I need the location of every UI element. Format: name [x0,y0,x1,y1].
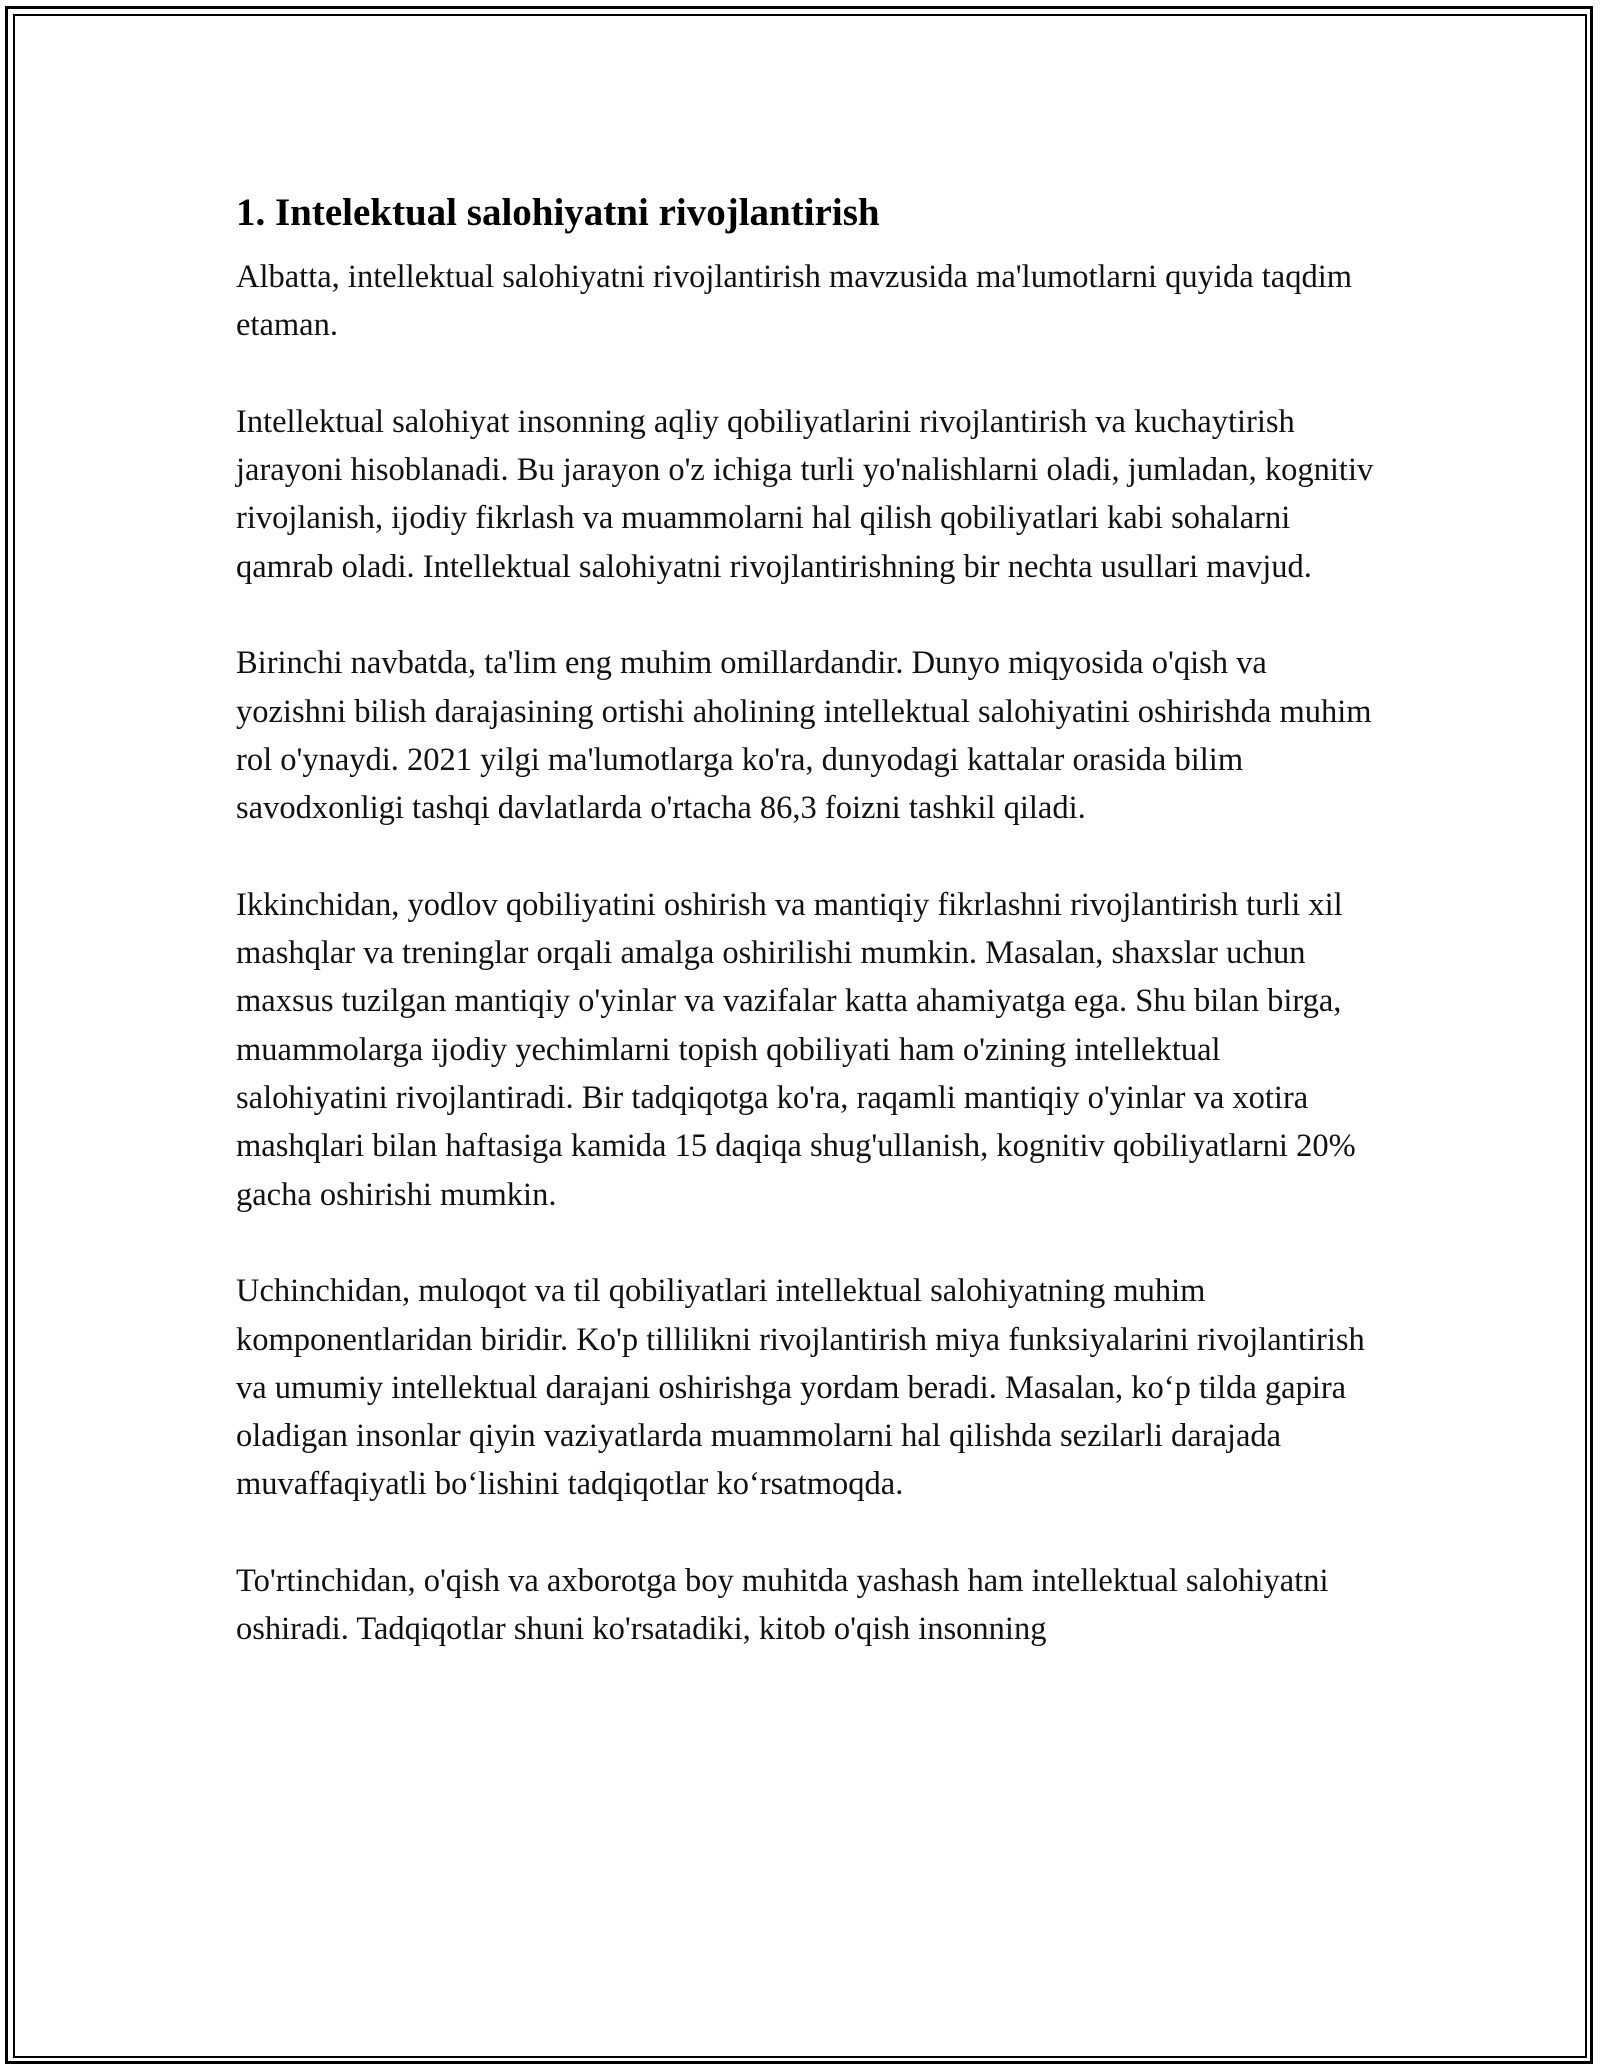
paragraph-second: Ikkinchidan, yodlov qobiliyatini oshirish va mantiqiy fikrlashni rivojlantirish turli xil mashqlar va treninglar orqali amalga oshirilishi mumkin. Masalan, shaxslar uchun maxsus tuzilgan mantiqiy o'yinlar va vazifalar katta ahamiyatga ega. Shu bilan birga, muammolarga ijodiy yechimlarni topish qobiliyati ham o'zining intellektual salohiyatini rivojlantiradi. Bir tadqiqotga ko'ra, raqamli mantiqiy o'yinlar va xotira mashqlari bilan haftasiga kamida 15 daqiqa shug'ullanish, kognitiv qobiliyatlarni 20% gacha oshirishi mumkin. [236,886,1356,1213]
paragraph-definition: Intellektual salohiyat insonning aqliy qobiliyatlarini rivojlantirish va kuchaytirish jarayoni hisoblanadi. Bu jarayon o'z ichiga turli yo'nalishlarni oladi, jumladan, kognitiv rivojlanish, ijodiy fikrlash va muammolarni hal qilish qobiliyatlari kabi sohalarni qamrab oladi. Intellektual salohiyatni rivojlantirishning bir nechta usullari mavjud. [236,403,1374,585]
paragraph-third: Uchinchidan, muloqot va til qobiliyatlari intellektual salohiyatning muhim komponentlaridan biridir. Ko'p tillilikni rivojlantirish miya funksiyalarini rivojlantirish va umumiy intellektual darajani oshirishga yordam beradi. Masalan, ko‘p tilda gapira oladigan insonlar qiyin vaziyatlarda muammolarni hal qilishda sezilarli darajada muvaffaqiyatli bo‘lishini tadqiqotlar ko‘rsatmoqda. [236,1273,1365,1503]
paragraph-fourth: To'rtinchidan, o'qish va axborotga boy muhitda yashash ham intellektual salohiyatni oshiradi. Tadqiqotlar shuni ko'rsatadiki, kitob o'qish insonning [236,1563,1329,1648]
document-body [236,185,1376,1702]
section-heading: 1. Intelektual salohiyatni rivojlantirish [236,191,880,234]
paragraph-intro: Albatta, intellektual salohiyatni rivojlantirish mavzusida ma'lumotlarni quyida taqdim etaman. [236,259,1353,344]
paragraph-first: Birinchi navbatda, ta'lim eng muhim omillardandir. Dunyo miqyosida o'qish va yozishni bilish darajasining ortishi aholining intellektual salohiyatini oshirishda muhim rol o'ynaydi. 2021 yilgi ma'lumotlarga ko'ra, dunyodagi kattalar orasida bilim savodxonligi tashqi davlatlarda o'rtacha 86,3 foizni tashkil qiladi. [236,645,1372,827]
